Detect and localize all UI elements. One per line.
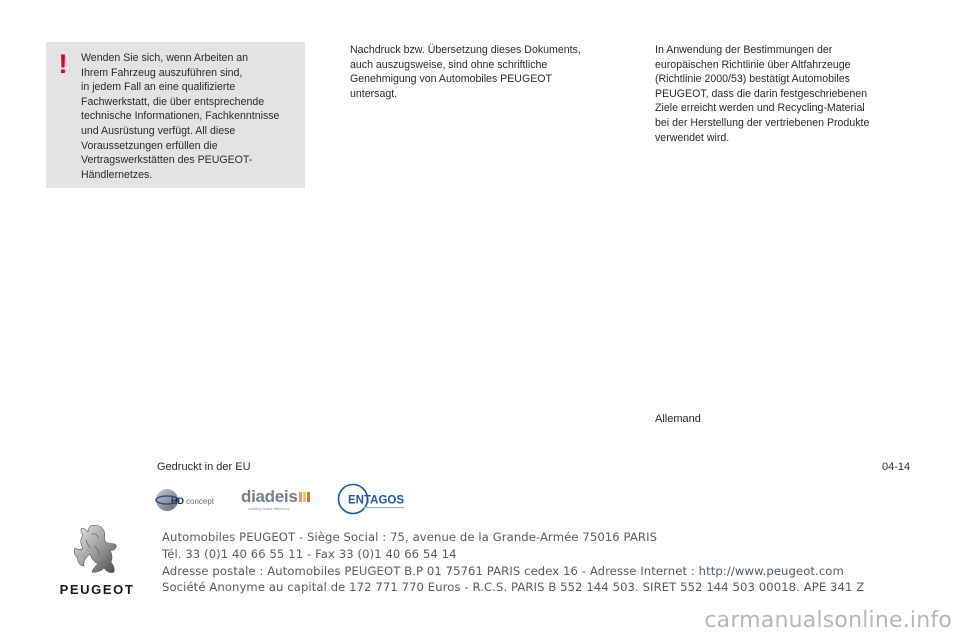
svg-text:HD: HD xyxy=(171,496,184,506)
warning-line: Händlernetzes. xyxy=(81,168,153,181)
warning-line: Fachwerkstatt, die über entsprechende xyxy=(81,95,265,108)
copyright-paragraph xyxy=(350,43,615,101)
warning-line: Wenden Sie sich, wenn Arbeiten an xyxy=(81,52,249,64)
warning-box xyxy=(46,42,305,188)
document-reference: 04-14 xyxy=(882,461,911,473)
warning-line: Ihrem Fahrzeug auszuführen sind, xyxy=(81,66,243,79)
svg-text:concept: concept xyxy=(186,497,215,506)
paragraph-line: Nachdruck bzw. Übersetzung dieses Dokuments, xyxy=(350,44,581,56)
diadeis-logo xyxy=(241,484,317,514)
company-legal-line: Société Anonyme au capital de 172 771 770 Euros - R.C.S. PARIS B 552 144 503. SIRET 552 144 503 00018. APE 341 Z xyxy=(162,580,865,595)
hdconcept-logo xyxy=(155,486,227,514)
svg-text:diadeis: diadeis xyxy=(241,487,298,506)
diadeis-tagline: creating brand efficiency xyxy=(248,507,290,511)
warning-text xyxy=(81,51,303,182)
paragraph-line: (Richtlinie 2000/53) bestätigt Automobiles xyxy=(655,73,850,86)
warning-line: technische Informationen, Fachkenntnisse xyxy=(81,110,280,123)
company-phone-line: Tél. 33 (0)1 40 66 55 11 - Fax 33 (0)1 40 66 54 14 xyxy=(162,546,457,561)
entagos-logo xyxy=(337,482,415,516)
company-info xyxy=(162,529,922,596)
company-postal-line: Adresse postale : Automobiles PEUGEOT B.P 01 75761 PARIS cedex 16 - Adresse Internet : http://www.peugeot.com xyxy=(162,563,844,578)
paragraph-line: europäischen Richtlinie über Altfahrzeuge xyxy=(655,58,851,71)
peugeot-brand xyxy=(40,522,152,598)
watermark: carmanualsonline.info xyxy=(704,608,952,633)
paragraph-line: bei der Herstellung der vertriebenen Produkte xyxy=(655,116,870,129)
warning-line: Voraussetzungen erfüllen die xyxy=(81,139,218,152)
paragraph-line: Ziele erreicht werden und Recycling-Material xyxy=(655,102,865,115)
warning-line: und Ausrüstung verfügt. All diese xyxy=(81,124,236,137)
warning-line: in jedem Fall an eine qualifizierte xyxy=(81,81,236,94)
company-address-line: Automobiles PEUGEOT - Siège Social : 75, avenue de la Grande-Armée 75016 PARIS xyxy=(162,530,658,544)
paragraph-line: Genehmigung von Automobiles PEUGEOT xyxy=(350,73,552,86)
paragraph-line: In Anwendung der Bestimmungen der xyxy=(655,44,833,56)
paragraph-line: auch auszugsweise, sind ohne schriftliche xyxy=(350,58,548,71)
lion-icon xyxy=(66,522,122,578)
entagos-wordmark: ENTAGOS xyxy=(348,494,405,507)
printed-in-label: Gedruckt in der EU xyxy=(157,461,251,473)
recycling-paragraph xyxy=(655,43,915,145)
language-label: Allemand xyxy=(655,413,701,425)
paragraph-line: untersagt. xyxy=(350,87,398,100)
warning-line: Vertragswerkstätten des PEUGEOT- xyxy=(81,154,253,167)
brand-wordmark: PEUGEOT xyxy=(59,582,135,597)
paragraph-line: verwendet wird. xyxy=(655,131,730,144)
exclamation-icon: ! xyxy=(58,49,68,79)
partner-logos xyxy=(155,482,425,518)
paragraph-line: PEUGEOT, dass die darin festgeschriebenen xyxy=(655,87,867,100)
